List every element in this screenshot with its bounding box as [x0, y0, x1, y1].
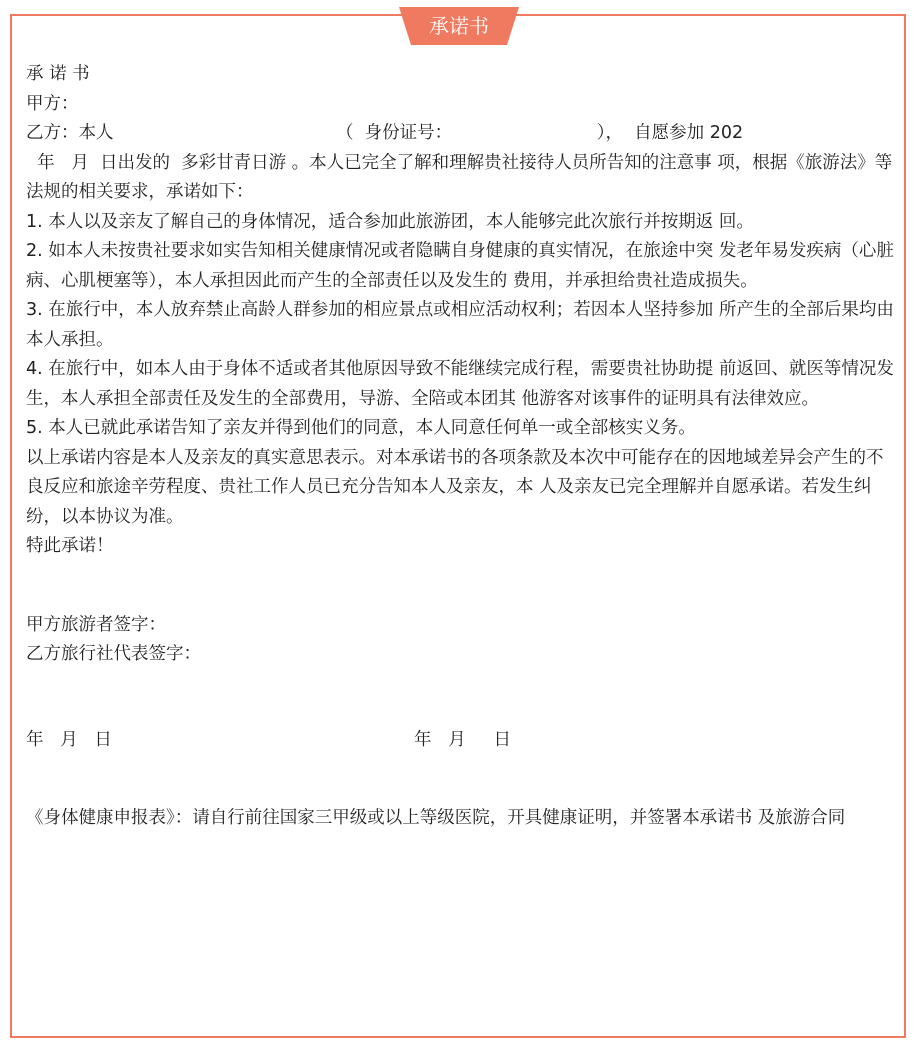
doc-title: 承 诺 书 — [26, 64, 90, 84]
spacer — [26, 755, 898, 804]
party-a-date: 年 月 日 — [26, 729, 112, 750]
clause-4: 4. 在旅行中，如本人由于身体不适或者其他原因导致不能继续完成行程，需要贵社协助提 前返回、就医等情况发生，本人承担全部责任及发生的全部费用，导游、全陪或本团其 他游客对该事件的证明具有法律效应。 — [26, 359, 894, 409]
party-b-signature: 乙方旅行社代表签字： — [26, 644, 201, 664]
party-a-signature: 甲方旅游者签字： — [26, 614, 166, 635]
title-tab — [399, 7, 519, 45]
party-a-line: 甲方： — [26, 93, 79, 114]
party-b-line: 乙方：本人 （ 身份证号： ）， 自愿参加 202 — [26, 123, 744, 143]
title-tab-label: 承诺书 — [429, 14, 489, 38]
spacer — [26, 562, 898, 611]
closing-line: 特此承诺！ — [26, 536, 114, 556]
clause-2: 2. 如本人未按贵社要求如实告知相关健康情况或者隐瞒自身健康的真实情况，在旅途中突 发老年易发疾病（心脏病、心肌梗塞等），本人承担因此而产生的全部责任以及发生的 费用，并承担给贵社造成损失。 — [26, 241, 894, 291]
health-declaration-note: 《身体健康申报表》：请自行前往国家三甲级或以上等级医院，开具健康证明，并签署本承诺书 及旅游合同 — [26, 808, 846, 828]
document-body — [26, 60, 898, 834]
clause-5: 5. 本人已就此承诺告知了亲友并得到他们的同意，本人同意任何单一或全部核实义务。 — [26, 418, 696, 438]
intro-paragraph: 年 月 日出发的 多彩甘青日游 。本人已完全了解和理解贵社接待人员所告知的注意事 项，根据《旅游法》等法规的相关要求，承诺如下： — [26, 152, 893, 202]
summary-paragraph: 以上承诺内容是本人及亲友的真实意思表示。对本承诺书的各项条款及本次中可能存在的因地域差异会产生的不良反应和旅途辛劳程度、贵社工作人员已充分告知本人及亲友，本 人及亲友已完全理解并自愿承诺。若发生纠纷，以本协议为准。 — [26, 447, 884, 527]
spacer — [26, 670, 898, 726]
clause-3: 3. 在旅行中，本人放弃禁止高龄人群参加的相应景点或相应活动权利；若因本人坚持参加 所产生的全部后果均由本人承担。 — [26, 300, 894, 350]
party-b-date: 年 月 日 — [414, 729, 512, 750]
clause-1: 1. 本人以及亲友了解自己的身体情况，适合参加此旅游团，本人能够完此次旅行并按期返 回。 — [26, 211, 754, 232]
date-row — [26, 726, 898, 756]
